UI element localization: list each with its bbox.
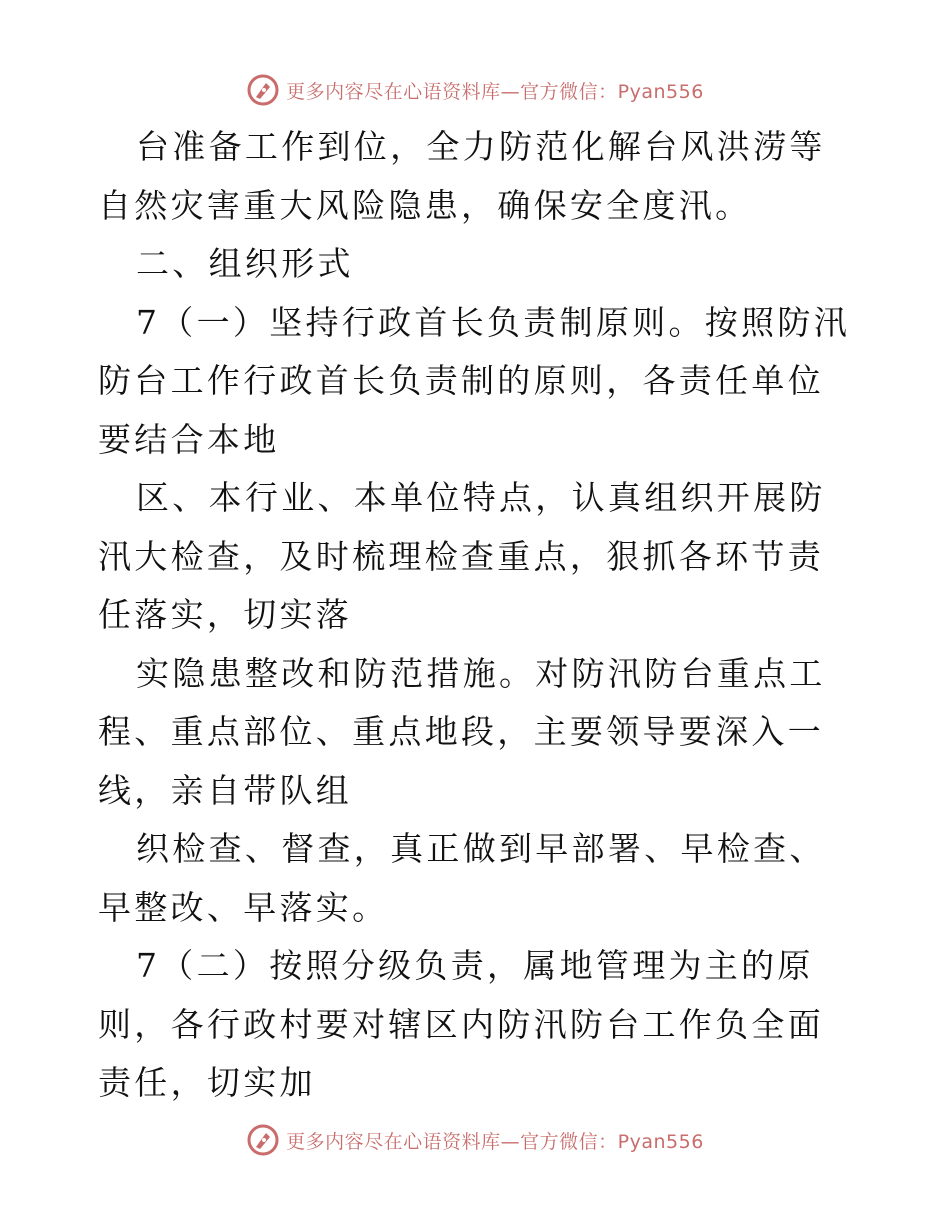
paragraph: 7（一）坚持行政首长负责制原则。按照防汛防台工作行政首长负责制的原则，各责任单位要结合本地 (98, 302, 850, 459)
section-heading: 二、组织形式 (136, 244, 354, 283)
pen-nib-circle-icon (246, 1123, 280, 1157)
pen-nib-circle-icon (246, 73, 280, 107)
document-body (98, 118, 858, 1113)
footer-watermark (0, 1120, 950, 1160)
paragraph: 7（二）按照分级负责，属地管理为主的原则，各行政村要对辖区内防汛防台工作负全面责任，切实加 (98, 946, 824, 1102)
paragraph: 实隐患整改和防范措施。对防汛防台重点工程、重点部位、重点地段，主要领导要深入一线，亲自带队组 (98, 653, 826, 810)
header-watermark (0, 70, 950, 110)
paragraph: 台准备工作到位，全力防范化解台风洪涝等自然灾害重大风险隐患，确保安全度汛。 (98, 127, 826, 225)
paragraph: 区、本行业、本单位特点，认真组织开展防汛大检查，及时梳理检查重点，狠抓各环节责任落实，切实落 (98, 478, 826, 634)
watermark-text: 更多内容尽在心语资料库—官方微信：Pyan556 (286, 80, 704, 103)
watermark-text: 更多内容尽在心语资料库—官方微信：Pyan556 (286, 1130, 704, 1153)
paragraph: 织检查、督查，真正做到早部署、早检查、早整改、早落实。 (98, 829, 826, 927)
